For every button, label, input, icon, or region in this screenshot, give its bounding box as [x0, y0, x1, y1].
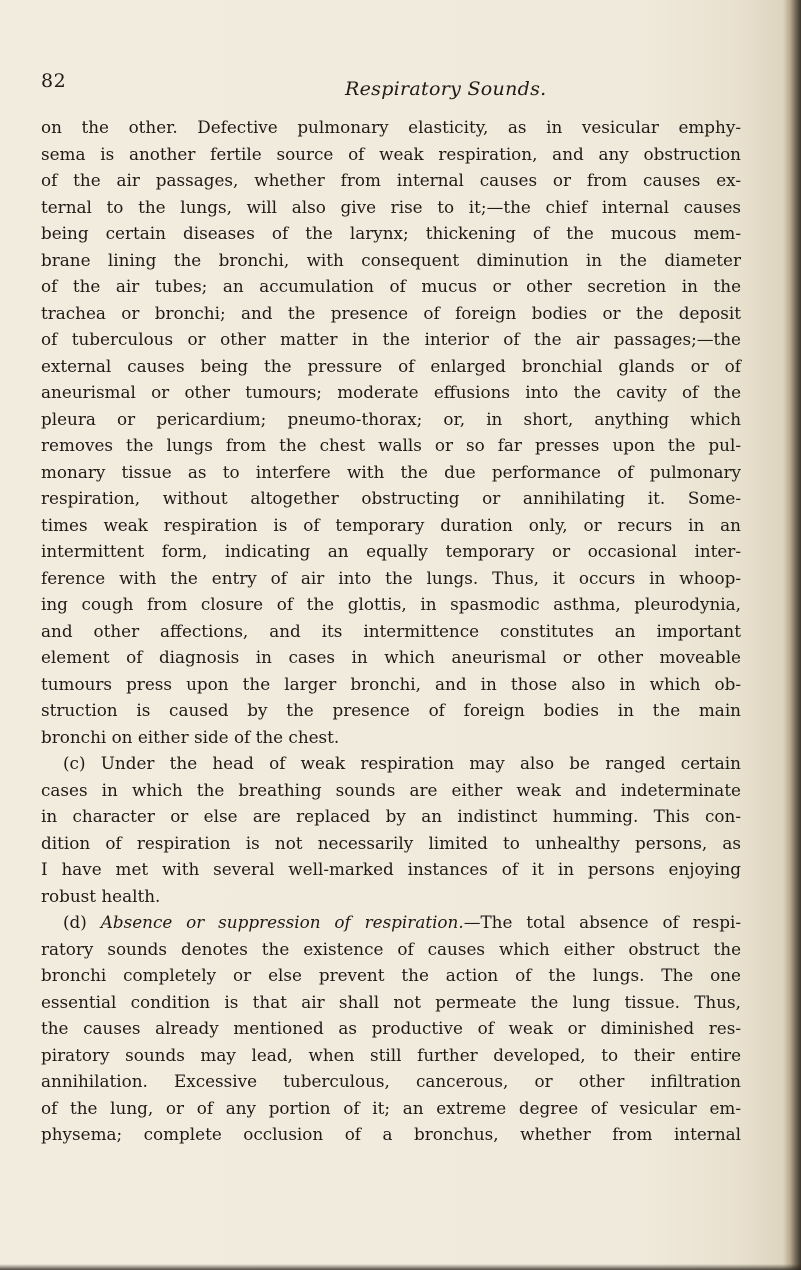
text-line: of tuberculous or other matter in the interior of the air passages;—the — [41, 329, 741, 349]
text-line: being certain diseases of the larynx; thickening of the mucous mem- — [41, 223, 741, 243]
text-line: essential condition is that air shall not permeate the lung tissue. Thus, — [41, 991, 741, 1012]
text-line: respiration, without altogether obstructing or annihilating it. Some- — [41, 488, 741, 508]
text-line: trachea or bronchi; and the presence of foreign bodies or the deposit — [41, 302, 741, 323]
text-line: of the lung, or of any portion of it; an extreme degree of vesicular em- — [41, 1097, 741, 1118]
text-line: ternal to the lungs, will also give rise to it;—the chief internal causes — [41, 196, 741, 217]
text-line: external causes being the pressure of enlarged bronchial glands or of — [41, 355, 741, 376]
text-line: intermittent form, indicating an equally temporary or occasional inter- — [41, 541, 741, 561]
text-line: annihilation. Excessive tuberculous, cancerous, or other infiltration — [41, 1071, 741, 1091]
text-line: piratory sounds may lead, when still further developed, to their entire — [41, 1044, 741, 1065]
text-line: times weak respiration is of temporary duration only, or recurs in an — [41, 514, 741, 535]
text-line: element of diagnosis in cases in which aneurismal or other moveable — [41, 647, 741, 667]
bottom-edge-shadow — [0, 1264, 801, 1270]
text-line: monary tissue as to interfere with the due performance of pulmonary — [41, 461, 741, 482]
text-line: bronchi on either side of the chest. — [41, 726, 340, 747]
text-line: robust health. — [41, 885, 161, 906]
paragraph-marker: (d) — [63, 912, 87, 932]
body-text — [41, 114, 741, 1148]
text-line: ratory sounds denotes the existence of causes which either obstruct the — [41, 938, 741, 959]
binding-shadow — [783, 0, 801, 1270]
page-number: 82 — [41, 70, 67, 92]
text-line: the causes already mentioned as productive of weak or diminished res- — [41, 1018, 741, 1038]
paragraph-marker: (c) — [63, 753, 86, 773]
text-line — [41, 750, 741, 777]
text-line: pleura or pericardium; pneumo-thorax; or, in short, anything which — [41, 408, 741, 429]
text-line: of the air passages, whether from internal causes or from causes ex- — [41, 170, 741, 190]
text-line: aneurismal or other tumours; moderate effusions into the cavity of the — [41, 382, 741, 402]
text-line: brane lining the bronchi, with consequent diminution in the diameter — [41, 249, 741, 270]
running-head: Respiratory Sounds. — [345, 78, 547, 100]
text-run: Under the head of weak respiration may also be ranged certain — [100, 753, 741, 773]
text-line — [41, 909, 741, 936]
text-line: on the other. Defective pulmonary elasticity, as in vesicular emphy- — [41, 117, 741, 137]
text-line: tumours press upon the larger bronchi, and in those also in which ob- — [41, 673, 741, 694]
text-line: in character or else are replaced by an indistinct humming. This con- — [41, 806, 741, 826]
text-line: I have met with several well-marked instances of it in persons enjoying — [41, 859, 741, 879]
paragraph-c — [41, 750, 741, 909]
text-line: removes the lungs from the chest walls or so far presses upon the pul- — [41, 435, 741, 455]
text-line: sema is another fertile source of weak respiration, and any obstruction — [41, 143, 741, 164]
text-line: ing cough from closure of the glottis, in spasmodic asthma, pleurodynia, — [41, 594, 741, 614]
text-line: ference with the entry of air into the lungs. Thus, it occurs in whoop- — [41, 567, 741, 588]
text-run: —The total absence of respi- — [463, 912, 741, 932]
text-line: physema; complete occlusion of a bronchus, whether from internal — [41, 1124, 741, 1144]
text-line: and other affections, and its intermittence constitutes an important — [41, 620, 741, 641]
section-heading: Absence or suppression of respiration. — [100, 912, 464, 932]
text-line: struction is caused by the presence of foreign bodies in the main — [41, 700, 741, 720]
paragraph-continuation — [41, 114, 741, 750]
text-line: bronchi completely or else prevent the action of the lungs. The one — [41, 965, 741, 985]
text-line: cases in which the breathing sounds are either weak and indeterminate — [41, 779, 741, 800]
text-line: dition of respiration is not necessarily limited to unhealthy persons, as — [41, 832, 741, 853]
paragraph-d — [41, 909, 741, 1148]
text-line: of the air tubes; an accumulation of mucus or other secretion in the — [41, 276, 741, 296]
